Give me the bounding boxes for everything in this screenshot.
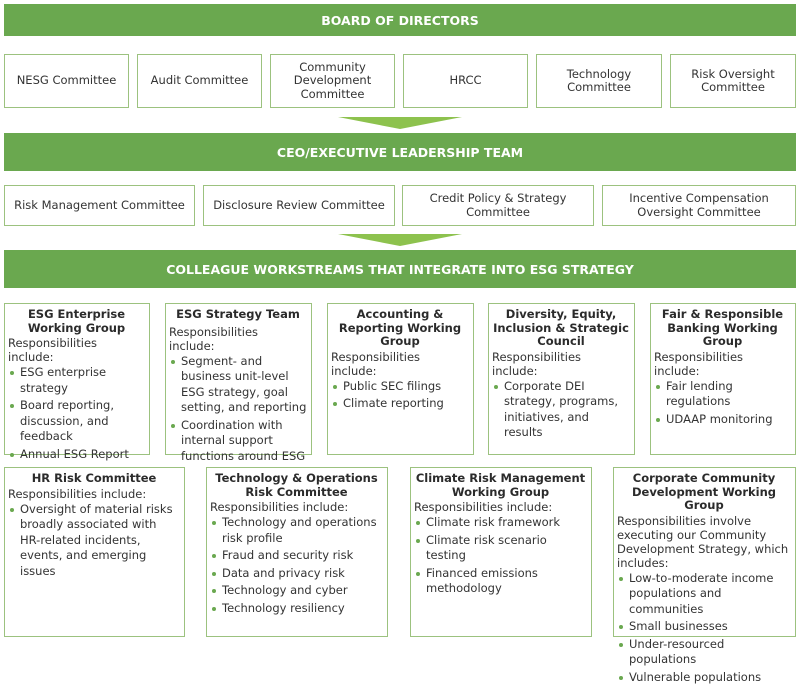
bullet-icon xyxy=(619,625,623,629)
workstream-card-dei-council xyxy=(488,303,635,455)
bullet-icon xyxy=(171,424,175,428)
list-item: Climate risk framework xyxy=(414,515,587,531)
ceo-committee-credit-policy: Credit Policy & Strategy Committee xyxy=(402,185,594,226)
list-item: Small businesses xyxy=(617,619,791,635)
card-intro: Responsibilities include: xyxy=(654,350,791,378)
card-title: Technology & Operations Risk Committee xyxy=(210,472,383,499)
bullet-icon xyxy=(171,360,175,364)
bullet-icon xyxy=(212,589,216,593)
card-intro: Responsibilities include: xyxy=(414,500,587,514)
workstream-card-community-development xyxy=(613,467,796,637)
bullet-icon xyxy=(494,385,498,389)
board-committee-community-development: Community Development Committee xyxy=(270,54,395,108)
list-item: ESG enterprise strategy xyxy=(8,365,145,396)
list-item: Corporate DEI strategy, programs, initiatives, and results xyxy=(492,379,630,441)
board-committee-hrcc: HRCC xyxy=(403,54,528,108)
down-arrow-icon xyxy=(338,117,462,129)
card-intro: Responsibilities involve executing our Community Development Strategy, which includes: xyxy=(617,514,791,570)
list-item: Financed emissions methodology xyxy=(414,566,587,597)
bullet-icon xyxy=(619,676,623,680)
list-item: Low-to-moderate income populations and communities xyxy=(617,571,791,618)
bullet-icon xyxy=(212,572,216,576)
bullet-icon xyxy=(10,508,14,512)
card-intro: Responsibilities include: xyxy=(169,325,307,353)
list-item: Board reporting, discussion, and feedback xyxy=(8,398,145,445)
workstream-card-accounting-reporting xyxy=(327,303,474,455)
bullet-icon xyxy=(416,521,420,525)
card-title: HR Risk Committee xyxy=(8,472,180,486)
bullet-icon xyxy=(212,521,216,525)
list-item: Technology and cyber xyxy=(210,583,383,599)
ceo-banner: CEO/EXECUTIVE LEADERSHIP TEAM xyxy=(4,133,796,171)
bullet-icon xyxy=(10,371,14,375)
list-item: Annual ESG Report xyxy=(8,447,145,463)
board-banner: BOARD OF DIRECTORS xyxy=(4,4,796,36)
workstream-card-climate-risk xyxy=(410,467,592,637)
bullet-icon xyxy=(10,453,14,457)
board-committee-technology: Technology Committee xyxy=(536,54,662,108)
card-title: Fair & Responsible Banking Working Group xyxy=(654,308,791,349)
list-item: Coordination with internal support functions around ESG xyxy=(169,418,307,465)
workstream-card-technology-operations-risk xyxy=(206,467,388,637)
card-title: Corporate Community Development Working Group xyxy=(617,472,791,513)
bullet-icon xyxy=(212,554,216,558)
bullet-icon xyxy=(416,539,420,543)
workstream-card-hr-risk xyxy=(4,467,185,637)
list-item: Segment- and business unit-level ESG strategy, goal setting, and reporting xyxy=(169,354,307,416)
bullet-icon xyxy=(619,643,623,647)
workstream-card-esg-enterprise xyxy=(4,303,150,455)
card-intro: Responsibilities include: xyxy=(8,336,145,364)
list-item: Under-resourced populations xyxy=(617,637,791,668)
list-item: Technology resiliency xyxy=(210,601,383,617)
bullet-icon xyxy=(333,385,337,389)
bullet-icon xyxy=(333,402,337,406)
workstreams-banner: COLLEAGUE WORKSTREAMS THAT INTEGRATE INTO ESG STRATEGY xyxy=(4,250,796,288)
ceo-committee-disclosure-review: Disclosure Review Committee xyxy=(203,185,395,226)
board-committee-risk-oversight: Risk Oversight Committee xyxy=(670,54,796,108)
ceo-committee-risk-management: Risk Management Committee xyxy=(4,185,195,226)
card-title: Climate Risk Management Working Group xyxy=(414,472,587,499)
bullet-icon xyxy=(212,607,216,611)
list-item: Climate reporting xyxy=(331,396,469,412)
list-item: Data and privacy risk xyxy=(210,566,383,582)
down-arrow-icon xyxy=(338,234,462,246)
board-committee-audit: Audit Committee xyxy=(137,54,262,108)
list-item: Technology and operations risk profile xyxy=(210,515,383,546)
list-item: Public SEC filings xyxy=(331,379,469,395)
list-item: Climate risk scenario testing xyxy=(414,533,587,564)
bullet-icon xyxy=(619,577,623,581)
card-intro: Responsibilities include: xyxy=(8,487,180,501)
list-item: Oversight of material risks broadly associated with HR-related incidents, events, and emerging issues xyxy=(8,502,180,580)
bullet-icon xyxy=(656,385,660,389)
list-item: Vulnerable populations xyxy=(617,670,791,685)
bullet-icon xyxy=(656,418,660,422)
bullet-icon xyxy=(10,404,14,408)
card-intro: Responsibilities include: xyxy=(492,350,630,378)
workstream-card-esg-strategy xyxy=(165,303,312,455)
card-title: Accounting & Reporting Working Group xyxy=(331,308,469,349)
card-intro: Responsibilities include: xyxy=(331,350,469,378)
list-item: Fair lending regulations xyxy=(654,379,791,410)
ceo-committee-incentive-compensation: Incentive Compensation Oversight Committee xyxy=(602,185,796,226)
card-intro: Responsibilities include: xyxy=(210,500,383,514)
board-committee-nesg: NESG Committee xyxy=(4,54,129,108)
list-item: Fraud and security risk xyxy=(210,548,383,564)
card-title: Diversity, Equity, Inclusion & Strategic Council xyxy=(492,308,630,349)
card-title: ESG Strategy Team xyxy=(169,308,307,322)
workstream-card-fair-responsible-banking xyxy=(650,303,796,455)
bullet-icon xyxy=(416,572,420,576)
card-title: ESG Enterprise Working Group xyxy=(8,308,145,335)
list-item: UDAAP monitoring xyxy=(654,412,791,428)
